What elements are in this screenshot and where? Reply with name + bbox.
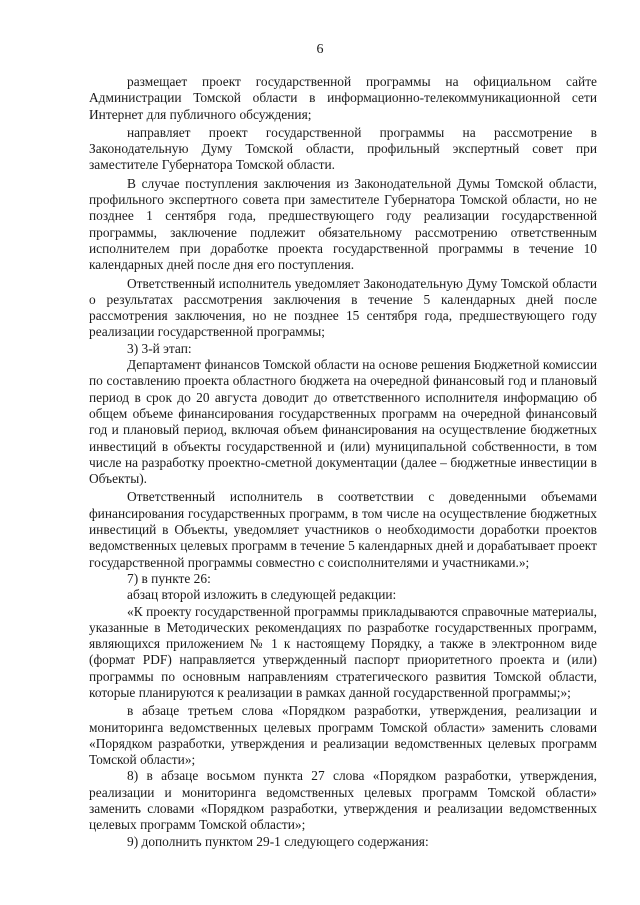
paragraph-item-9: 9) дополнить пунктом 29-1 следующего содержания: <box>127 833 429 849</box>
paragraph-third-abzac: в абзаце третьем слова «Порядком разработки, утверждения, реализации и мониторинга ведомственных целевых программ Томской области» заменить словами «Порядком разработки, утверждения и реализации ведомственных целевых программ Томской области»; <box>89 703 597 768</box>
paragraph-finance-department: Департамент финансов Томской области на основе решения Бюджетной комиссии по составлению проекта областного бюджета на очередной финансовый год и плановый период в срок до 20 августа доводит до ответственного исполнителя информацию об общем объеме финансирования государственных программ на очередной финансовый год и плановый период, включая объем финансирования на осуществление бюджетных инвестиций в объекты государственной и (или) муниципальной собственности, в том числе на разработку проектно-сметной документации (далее – бюджетные инвестиции в Объекты). <box>89 357 597 487</box>
paragraph-quote: «К проекту государственной программы прикладываются справочные материалы, указанные в Методических рекомендациях по разработке государственных программ, являющихся приложением № 1 к настоящему Порядку, а также в электронном виде (формат PDF) направляется утвержденный паспорт приоритетного проекта и (или) программы по основным направлениям стратегического развития Томской области, которые планируются к реализации в рамках данной государственной программы;»; <box>89 603 597 700</box>
paragraph-publish: размещает проект государственной программы на официальном сайте Администрации Томской области в информационно-телекоммуникационной сети Интернет для публичного обсуждения; <box>89 74 597 122</box>
paragraph-responsible-executor: Ответственный исполнитель в соответствии с доведенными объемами финансирования государственных программ, в том числе на осуществление бюджетных инвестиций в Объекты, уведомляет участников о необходимости доработки проектов ведомственных целевых программ в течение 5 календарных дней и дорабатывает проект государственной программы совместно с соисполнителями и участниками.»; <box>89 489 597 570</box>
paragraph-notify: Ответственный исполнитель уведомляет Законодательную Думу Томской области о результатах рассмотрения заключения в течение 5 календарных дней после рассмотрения заключения, но не позднее 15 сентября года, предшествующего году реализации государственной программы; <box>89 275 597 340</box>
paragraph-second-abzac: абзац второй изложить в следующей редакции: <box>127 587 397 603</box>
paragraph-send: направляет проект государственной программы на рассмотрение в Законодательную Думу Томской области, профильный экспертный совет при заместителе Губернатора Томской области. <box>89 124 597 173</box>
paragraph-item-8: 8) в абзаце восьмом пункта 27 слова «Порядком разработки, утверждения, реализации и мониторинга ведомственных целевых программ Томской области» заменить словами «Порядком разработки, утверждения и реализации ведомственных целевых программ Томской области»; <box>89 768 597 833</box>
page-number: 6 <box>316 42 324 57</box>
paragraph-conclusion: В случае поступления заключения из Законодательной Думы Томской области, профильного экспертного совета при заместителе Губернатора Томской области, но не позднее 1 сентября года, предшествующего году реализации государственной программы, заключение подлежит обязательному рассмотрению ответственным исполнителем при доработке проекта государственной программы в течение 10 календарных дней после дня его поступления. <box>89 175 597 273</box>
document-body <box>89 74 597 850</box>
paragraph-stage-3: 3) 3-й этап: <box>127 340 192 356</box>
paragraph-item-7: 7) в пункте 26: <box>127 570 211 586</box>
